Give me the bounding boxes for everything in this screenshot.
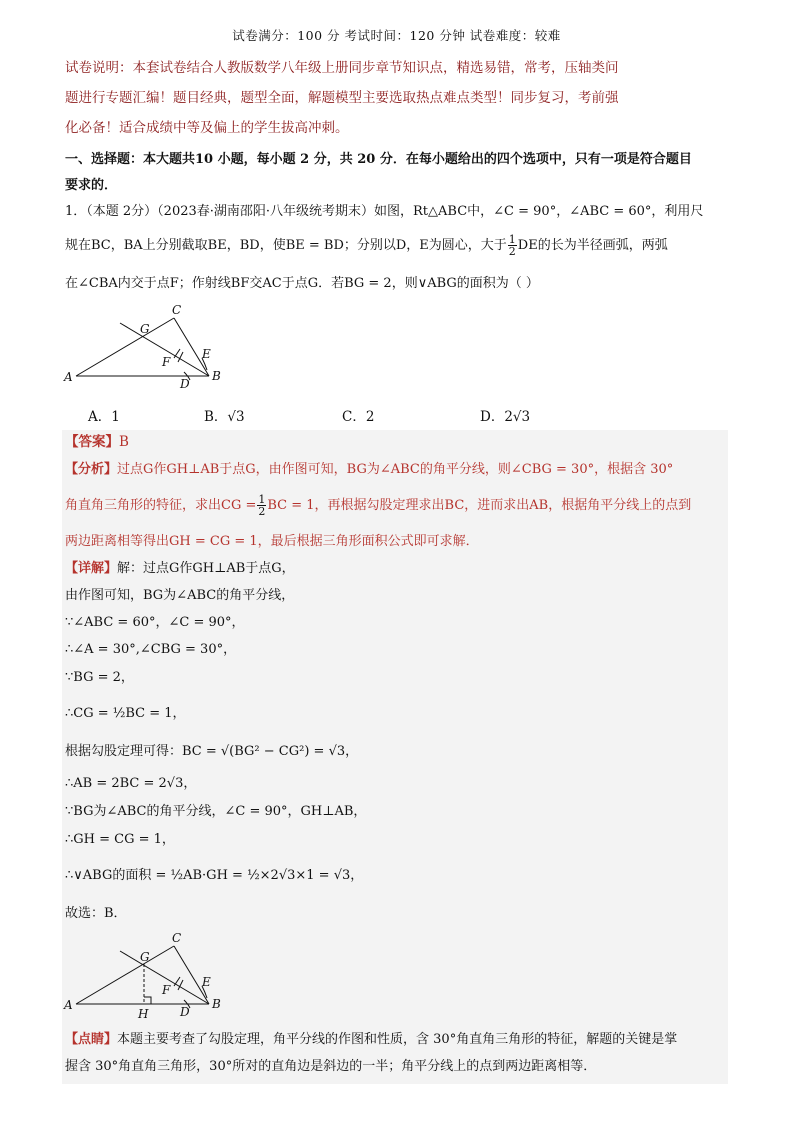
detail-line-7: ∴AB = 2BC = 2√3， xyxy=(65,776,197,791)
option-b: B．√3 xyxy=(204,409,245,425)
label-C: C xyxy=(172,931,182,945)
detail-line-4: ∵BG = 2， xyxy=(65,670,134,685)
label-G: G xyxy=(140,950,150,964)
option-c: C．2 xyxy=(342,409,375,425)
label-C: C xyxy=(172,303,182,317)
label-B: B xyxy=(212,997,221,1011)
label-G: G xyxy=(140,322,150,336)
section-heading-1: 一、选择题：本大题共10 小题，每小题 2 分，共 20 分．在每小题给出的四个选项中，只有一项是符合题目 xyxy=(65,152,692,167)
label-H: H xyxy=(138,1007,149,1020)
option-a: A．1 xyxy=(88,409,120,425)
point-line-2: 握含 30°角直角三角形，30°所对的直角边是斜边的一半；角平分线上的点到两边距离相等． xyxy=(65,1059,597,1074)
intro-label: 试卷说明： xyxy=(65,60,133,76)
detail-line-2: ∵∠ABC = 60°，∠C = 90°， xyxy=(65,615,245,630)
intro-line-3: 化必备！适合成绩中等及偏上的学生拔高冲刺。 xyxy=(65,120,349,136)
detail-line-5: ∴CG = ½BC = 1， xyxy=(65,706,186,721)
point-line-1: 【点睛】本题主要考查了勾股定理，角平分线的作图和性质，含 30°角直角三角形的特征，解题的关键是掌 xyxy=(65,1032,678,1047)
detail-line-11: 故选：B． xyxy=(65,906,127,921)
option-d: D．2√3 xyxy=(480,409,531,425)
question-line-3: 在∠CBA内交于点F；作射线BF交AC于点G．若BG = 2，则∨ABG的面积为（ ） xyxy=(65,276,539,291)
label-A: A xyxy=(64,998,73,1012)
intro-line-1: 试卷说明：本套试卷结合人教版数学八年级上册同步章节知识点，精选易错，常考，压轴类问 xyxy=(65,60,619,76)
analysis-line-2: 角直角三角形的特征，求出CG = $\frac{1}{2}$ BC = 1，再根据勾股定理求出BC，进而求出AB，根据角平分线上的点到 xyxy=(65,493,692,518)
label-A: A xyxy=(64,370,73,384)
detail-line-10: ∴∨ABG的面积 = ½AB·GH = ½×2√3×1 = √3， xyxy=(65,868,364,883)
detail-line-1: 由作图可知，BG为∠ABC的角平分线， xyxy=(65,588,295,603)
label-E: E xyxy=(202,347,211,361)
question-line-1: 1．（本题 2分）（2023春·湖南邵阳·八年级统考期末）如图，Rt△ABC中，∠C = 90°，∠ABC = 60°，利用尺 xyxy=(65,204,704,219)
triangle-figure-1 xyxy=(62,300,232,392)
detail-line-9: ∴GH = CG = 1， xyxy=(65,832,175,847)
intro-line-2: 题进行专题汇编！题目经典，题型全面，解题模型主要选取热点难点类型！同步复习，考前强 xyxy=(65,90,619,106)
detail-line-0: 【详解】解：过点G作GH⊥AB于点G， xyxy=(65,561,295,576)
question-line-2: 规在BC，BA上分别截取BE，BD，使BE = BD；分别以D，E为圆心，大于 $\frac{1}{2}$ DE的长为半径画弧，两弧 xyxy=(65,233,668,258)
label-E: E xyxy=(202,975,211,989)
detail-line-3: ∴∠A = 30°,∠CBG = 30°， xyxy=(65,642,237,657)
label-B: B xyxy=(212,369,221,383)
fraction-half: $\frac{1}{2}$ xyxy=(508,233,516,258)
answer-line: 【答案】B xyxy=(65,434,129,450)
label-D: D xyxy=(180,377,190,391)
detail-line-8: ∵BG为∠ABC的角平分线，∠C = 90°，GH⊥AB， xyxy=(65,804,367,819)
label-D: D xyxy=(180,1005,190,1019)
triangle-figure-2 xyxy=(62,928,232,1020)
exam-header: 试卷满分：100 分 考试时间：120 分钟 试卷难度：较难 xyxy=(232,28,561,43)
label-F: F xyxy=(162,983,171,997)
section-heading-2: 要求的． xyxy=(65,178,118,193)
analysis-line-3: 两边距离相等得出GH = CG = 1，最后根据三角形面积公式即可求解． xyxy=(65,534,479,549)
label-F: F xyxy=(162,355,171,369)
detail-line-6: 根据勾股定理可得：BC = √(BG² − CG²) = √3， xyxy=(65,744,359,759)
analysis-line-1: 【分析】过点G作GH⊥AB于点G，由作图可知，BG为∠ABC的角平分线，则∠CBG = 30°，根据含 30° xyxy=(65,462,674,477)
